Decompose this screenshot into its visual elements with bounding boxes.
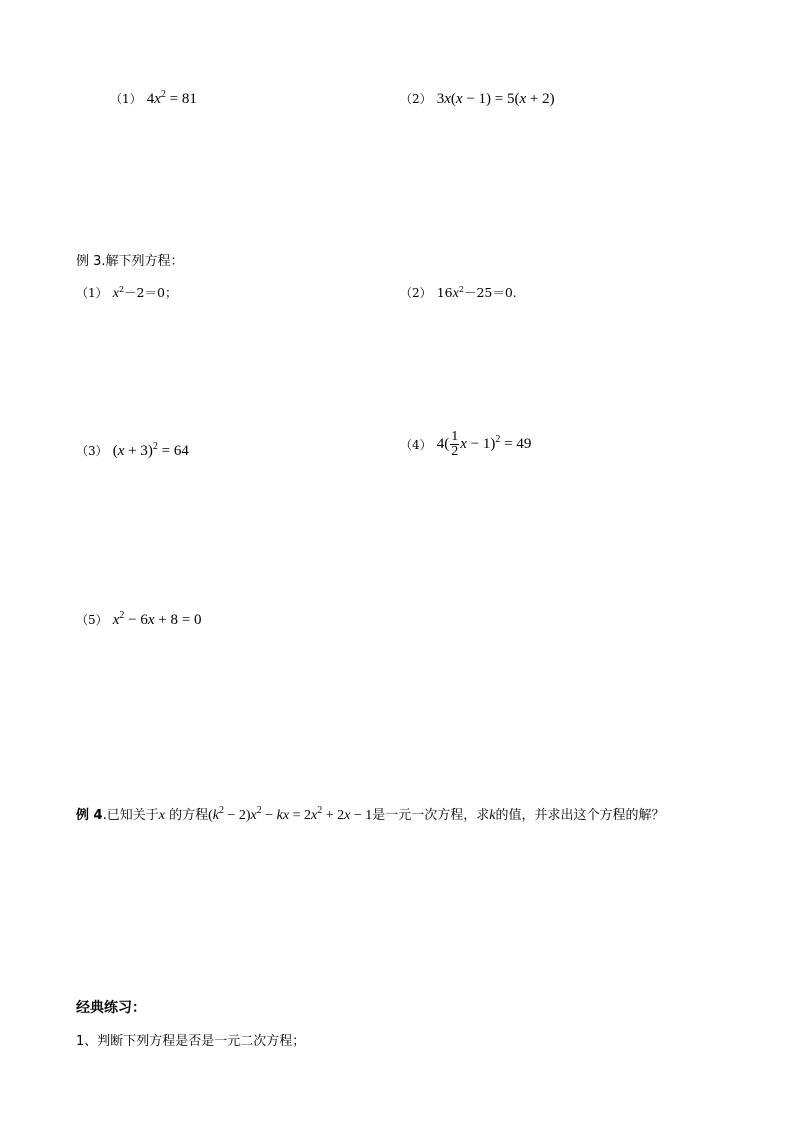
equation: 3x(x − 1) = 5(x + 2) — [436, 91, 555, 107]
equation: $4x^2 = 81$ — [146, 89, 197, 107]
example-3-title: 例 3.解下列方程： — [76, 254, 184, 269]
example-3-q5: （5） $x^2 - 6x + 8 = 0$ — [76, 610, 202, 628]
practice-heading: 经典练习： — [76, 1000, 146, 1016]
practice-item-1: 1、判断下列方程是否是一元二次方程； — [76, 1034, 306, 1049]
equation: $16x^2-25=0$. — [436, 285, 517, 301]
example-3-q1: （1） $x^2-2=0$； — [76, 285, 178, 301]
equation: $x^2-2=0$； — [112, 285, 178, 301]
example-3-q4: （4） 4( $\frac{1}{2}$ x − 1)$^2$ = 49 — [400, 429, 532, 459]
equation: $(x + 3)^2 = 64$ — [112, 441, 189, 459]
problem-number: （1） — [110, 92, 142, 106]
example-3-q3: （3） $(x + 3)^2 = 64$ — [76, 441, 189, 459]
problem-2 — [400, 88, 555, 108]
equation: $(k^2 - 2)x^2$ − kx = $2x^2 + 2x - 1$ — [208, 805, 373, 823]
problem-1 — [110, 88, 197, 108]
example-3-q2: （2） $16x^2-25=0$. — [400, 285, 517, 301]
example-4-label: 例 4 — [76, 808, 103, 823]
example-4: 例 4.已知关于x 的方程$(k^2 - 2)x^2$ − kx = $2x^2 + 2x - 1$是一元一次方程，求k的值，并求出这个方程的解？ — [76, 805, 665, 823]
problem-number: （2） — [400, 92, 432, 106]
equation: 4( $\frac{1}{2}$ x − 1)$^2$ = 49 — [436, 429, 532, 459]
equation: $x^2 - 6x + 8 = 0$ — [112, 610, 202, 628]
fraction: $\frac{1}{2}$ — [451, 429, 459, 459]
